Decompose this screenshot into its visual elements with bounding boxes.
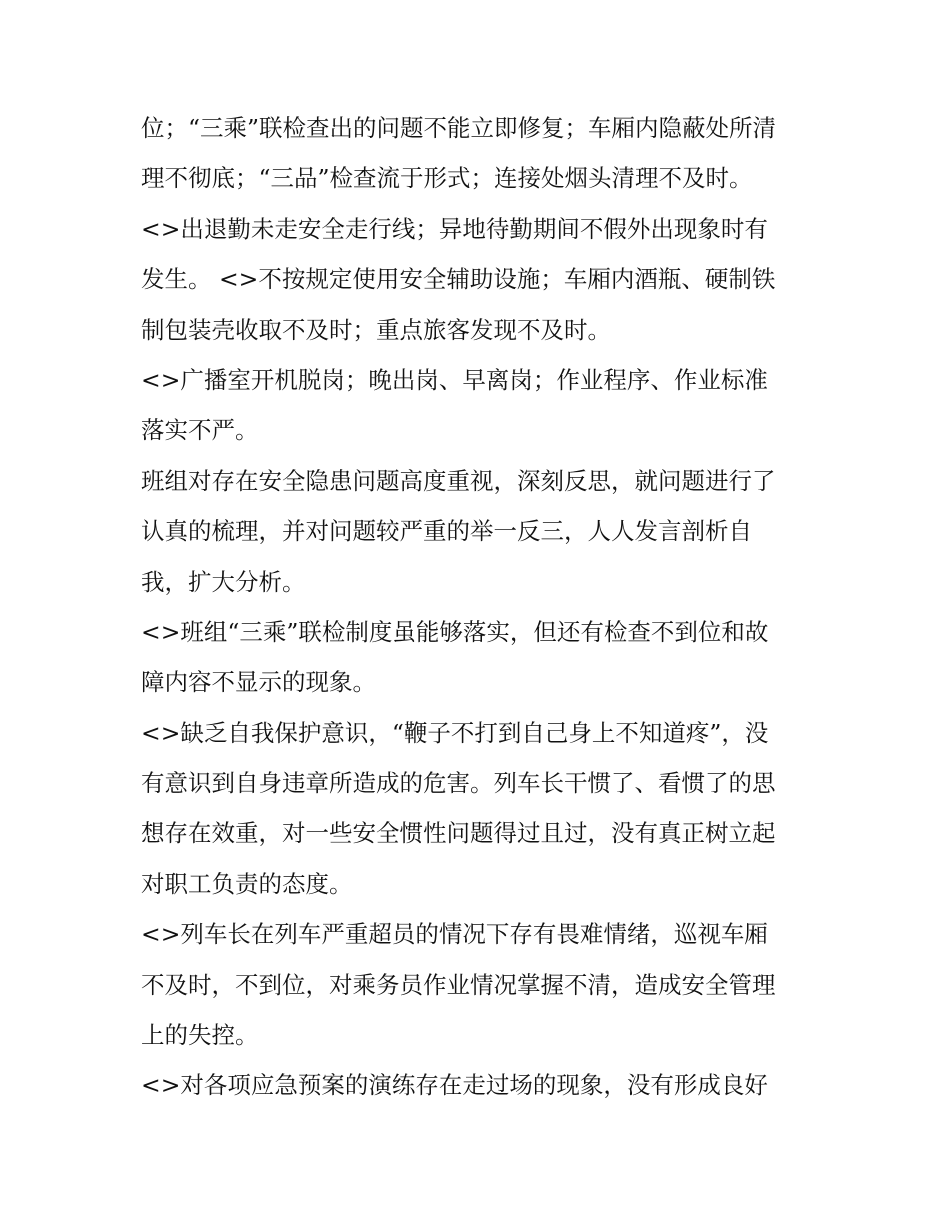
text-line: <>列车长在列车严重超员的情况下存有畏难情绪，巡视车厢 xyxy=(141,920,768,949)
document-body xyxy=(141,103,821,1111)
text-line: <>班组“三乘”联检制度虽能够落实，但还有检查不到位和故 xyxy=(141,617,769,646)
text-line: 认真的梳理，并对问题较严重的举一反三，人人发言剖析自 xyxy=(141,517,752,546)
text-line: 想存在效重，对一些安全惯性问题得过且过，没有真正树立起 xyxy=(141,819,776,848)
text-line: 我，扩大分析。 xyxy=(141,567,306,596)
text-line: 有意识到自身违章所造成的危害。列车长干惯了、看惯了的思 xyxy=(141,769,776,798)
text-line: 班组对存在安全隐患问题高度重视，深刻反思，就问题进行了 xyxy=(141,466,776,495)
text-line: 障内容不显示的现象。 xyxy=(141,668,376,697)
text-line: 位；“三乘”联检查出的问题不能立即修复；车厢内隐蔽处所清 xyxy=(141,114,777,142)
text-line: <>对各项应急预案的演练存在走过场的现象，没有形成良好 xyxy=(141,1071,768,1100)
text-line: 制包装壳收取不及时；重点旅客发现不及时。 xyxy=(141,315,611,344)
text-line: 发生。 <>不按规定使用安全辅助设施；车厢内酒瓶、硬制铁 xyxy=(141,265,776,294)
text-line: 理不彻底；“三品”检查流于形式；连接处烟头清理不及时。 xyxy=(141,164,753,193)
text-line: <>广播室开机脱岗；晚出岗、早离岗；作业程序、作业标准 xyxy=(141,365,768,394)
text-line: 对职工负责的态度。 xyxy=(141,869,353,898)
text-line: <>出退勤未走安全走行线；异地待勤期间不假外出现象时有 xyxy=(141,214,768,243)
text-line: 落实不严。 xyxy=(141,416,259,445)
text-line: 不及时，不到位，对乘务员作业情况掌握不清，造成安全管理 xyxy=(141,970,776,999)
text-line: 上的失控。 xyxy=(141,1021,259,1050)
text-line: <>缺乏自我保护意识，“鞭子不打到自己身上不知道疼”，没 xyxy=(141,718,769,747)
